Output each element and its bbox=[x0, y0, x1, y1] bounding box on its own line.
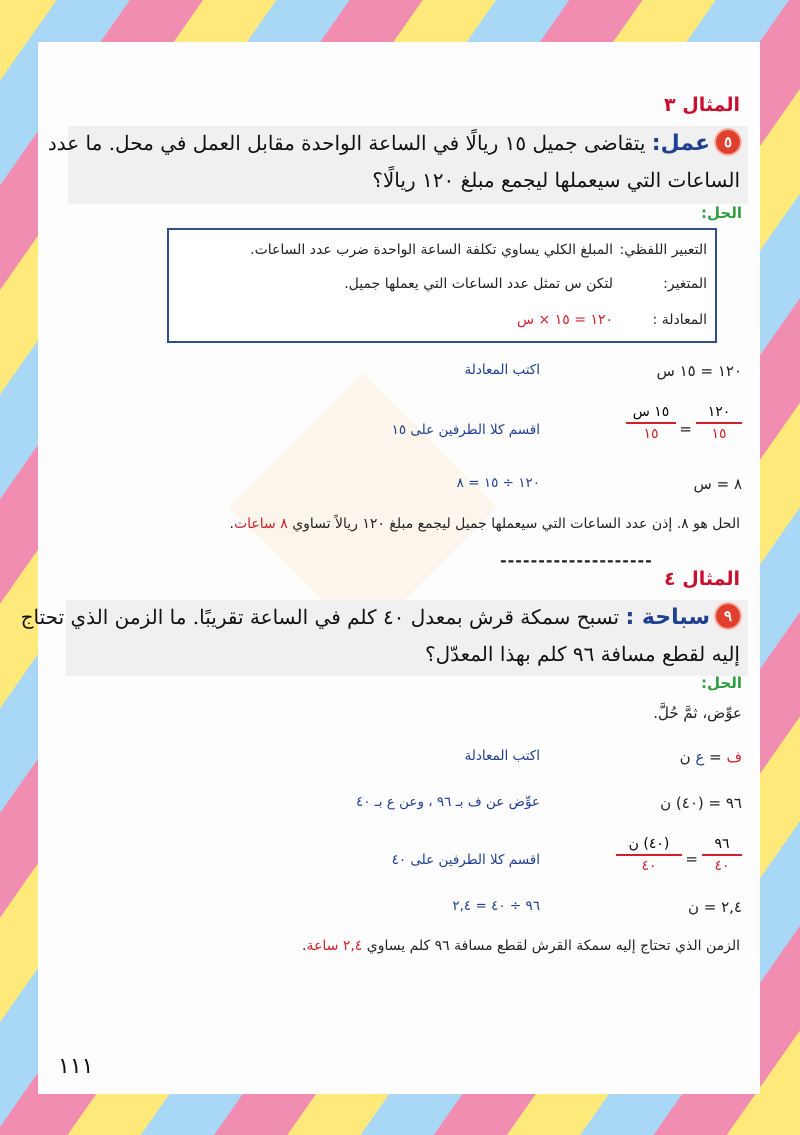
page-number: ١١١ bbox=[58, 1054, 94, 1079]
example4-solution-label: الحل: bbox=[701, 674, 742, 692]
example3-conclusion: الحل هو ٨. إذن عدد الساعات التي سيعملها جميل ليجمع مبلغ ١٢٠ ريالاً تساوي ٨ ساعات. bbox=[229, 516, 740, 532]
keyword-work: عمل: bbox=[651, 131, 710, 156]
ex3-fraction-left: ١٢٠ ١٥ bbox=[696, 404, 742, 442]
ex3-step1-note: اكتب المعادلة bbox=[464, 362, 540, 378]
ex4-step2-note: عوِّض عن ف بـ ٩٦ ، وعن ع بـ ٤٠ bbox=[355, 794, 540, 810]
ex4-step1-note: اكتب المعادلة bbox=[464, 748, 540, 764]
ex3-fraction-equals: = bbox=[679, 420, 692, 438]
textbook-page bbox=[20, 42, 760, 1094]
example3-solution-label: الحل: bbox=[701, 204, 742, 222]
ex4-step1-math: ف = ع ن bbox=[679, 748, 742, 766]
ex3-fraction-right: ١٥ س ١٥ bbox=[626, 404, 676, 442]
ex4-step4-note: ٩٦ ÷ ٤٠ = ٢,٤ bbox=[452, 898, 540, 914]
ex3-step3-math: ٨ = س bbox=[693, 475, 742, 493]
ex4-step3-note: اقسم كلا الطرفين على ٤٠ bbox=[391, 852, 540, 868]
example3-title: المثال ٣ bbox=[664, 94, 740, 116]
exercise-number-badge: ٩ bbox=[716, 604, 740, 628]
ex4-step2-math: ٩٦ = (٤٠) ن bbox=[660, 794, 742, 812]
equation-label: المعادلة : bbox=[652, 312, 707, 328]
keyword-swimming: سباحة : bbox=[625, 605, 710, 630]
verbal-text: المبلغ الكلي يساوي تكلفة الساعة الواحدة ضرب عدد الساعات. bbox=[250, 242, 613, 258]
example4-question-line2: إليه لقطع مسافة ٩٦ كلم بهذا المعدّل؟ bbox=[424, 642, 740, 666]
ex4-fraction-right: (٤٠) ن ٤٠ bbox=[616, 836, 682, 874]
question-text: يتقاضى جميل ١٥ ريالًا في الساعة الواحدة مقابل العمل في محل. ما عدد bbox=[47, 131, 646, 155]
example3-answer: ٨ ساعات bbox=[233, 516, 288, 532]
example4-title: المثال ٤ bbox=[664, 568, 740, 590]
example4-answer: ٢,٤ ساعة bbox=[306, 938, 363, 954]
ex3-step1-math: ١٢٠ = ١٥ س bbox=[656, 362, 742, 380]
example4-intro: عوِّض، ثمَّ حُلَّ. bbox=[653, 704, 742, 722]
equation-text: ١٢٠ = ١٥ × س bbox=[517, 312, 613, 328]
ex3-step3-note: ١٢٠ ÷ ١٥ = ٨ bbox=[456, 475, 540, 491]
example3-equation-box bbox=[167, 228, 717, 343]
example3-question-line2: الساعات التي سيعملها ليجمع مبلغ ١٢٠ ريالًا؟ bbox=[372, 168, 740, 192]
example4-question-line1 bbox=[21, 604, 740, 630]
ex4-step4-math: ٢,٤ = ن bbox=[687, 898, 742, 916]
ex4-fraction-left: ٩٦ ٤٠ bbox=[702, 836, 742, 874]
question-text: تسبح سمكة قرش بمعدل ٤٠ كلم في الساعة تقريبًا. ما الزمن الذي تحتاج bbox=[20, 605, 620, 629]
variable-label: المتغير: bbox=[663, 276, 707, 292]
example3-question-line1 bbox=[48, 130, 740, 156]
verbal-label: التعبير اللفظي: bbox=[619, 242, 707, 258]
ex3-step2-note: اقسم كلا الطرفين على ١٥ bbox=[391, 422, 540, 438]
exercise-number-badge: ٥ bbox=[716, 130, 740, 154]
ex4-fraction-equals: = bbox=[685, 850, 698, 868]
section-separator: -------------------- bbox=[500, 551, 653, 570]
example4-conclusion: الزمن الذي تحتاج إليه سمكة القرش لقطع مسافة ٩٦ كلم يساوي ٢,٤ ساعة. bbox=[302, 938, 740, 954]
variable-text: لتكن س تمثل عدد الساعات التي يعملها جميل. bbox=[344, 276, 613, 292]
